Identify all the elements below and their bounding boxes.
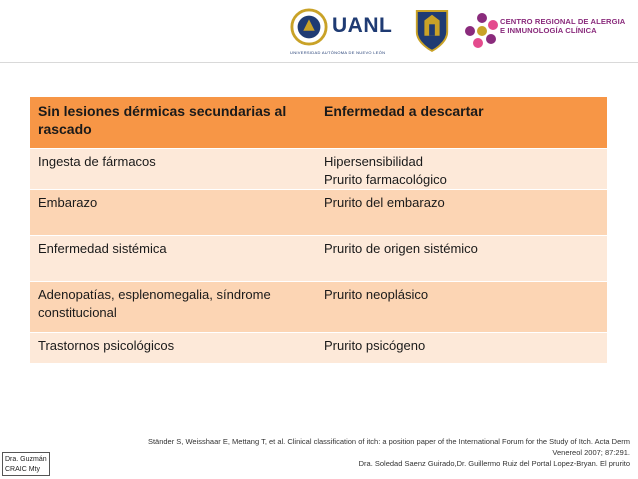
- disease-cell: Prurito de origen sistémico: [324, 241, 478, 256]
- author-credit-box: [2, 452, 50, 476]
- pruritus-table: [30, 97, 607, 364]
- disease-cell: Prurito del embarazo: [324, 195, 445, 210]
- craic-line-2: E INMUNOLOGÍA CLÍNICA: [500, 26, 597, 35]
- uanl-wordmark: UANL: [332, 14, 393, 37]
- disease-line: Prurito farmacológico: [324, 172, 447, 187]
- disease-cell: Prurito psicógeno: [324, 338, 426, 353]
- faculty-shield-logo: [413, 7, 451, 53]
- craic-line-1: CENTRO REGIONAL DE ALERGIA: [500, 17, 626, 26]
- cause-cell: Enfermedad sistémica: [38, 241, 167, 256]
- table-row: [30, 282, 607, 333]
- references: [70, 436, 630, 469]
- slide-header: [0, 0, 638, 62]
- credit-line: CRAIC Mty: [5, 466, 40, 473]
- table-row: [30, 149, 607, 190]
- credit-line: Dra. Guzmán: [5, 456, 47, 463]
- cause-cell: Embarazo: [38, 195, 98, 210]
- reference-line: Ständer S, Weisshaar E, Mettang T, et al. Clinical classification of itch: a position paper of the International Forum for the Study of Itch. Acta Derm: [147, 437, 630, 446]
- table-header-row: [30, 97, 607, 149]
- reference-line: Dra. Soledad Saenz Guirado,Dr. Guillermo Ruiz del Portal Lopez-Bryan. El prurito: [358, 459, 630, 468]
- cause-cell: Ingesta de fármacos: [38, 154, 156, 169]
- uanl-subtitle: UNIVERSIDAD AUTÓNOMA DE NUEVO LEÓN: [290, 50, 386, 55]
- reference-line: Venereol 2007; 87:291.: [552, 448, 630, 457]
- craic-name: [500, 17, 636, 35]
- header-cause: Sin lesiones dérmicas secundarias al rascado: [38, 103, 287, 137]
- table-row: [30, 236, 607, 282]
- disease-line: Hipersensibilidad: [324, 154, 423, 169]
- craic-flower-logo: [462, 10, 502, 52]
- cause-cell: Adenopatías, esplenomegalia, síndrome constitucional: [38, 287, 271, 320]
- disease-cell: [316, 149, 607, 189]
- table-row: [30, 333, 607, 364]
- cause-cell: Trastornos psicológicos: [38, 338, 175, 353]
- header-disease: Enfermedad a descartar: [324, 103, 484, 119]
- uanl-seal-logo: [290, 8, 328, 46]
- table-row: [30, 190, 607, 236]
- header-divider: [0, 62, 638, 63]
- disease-cell: Prurito neoplásico: [324, 287, 429, 302]
